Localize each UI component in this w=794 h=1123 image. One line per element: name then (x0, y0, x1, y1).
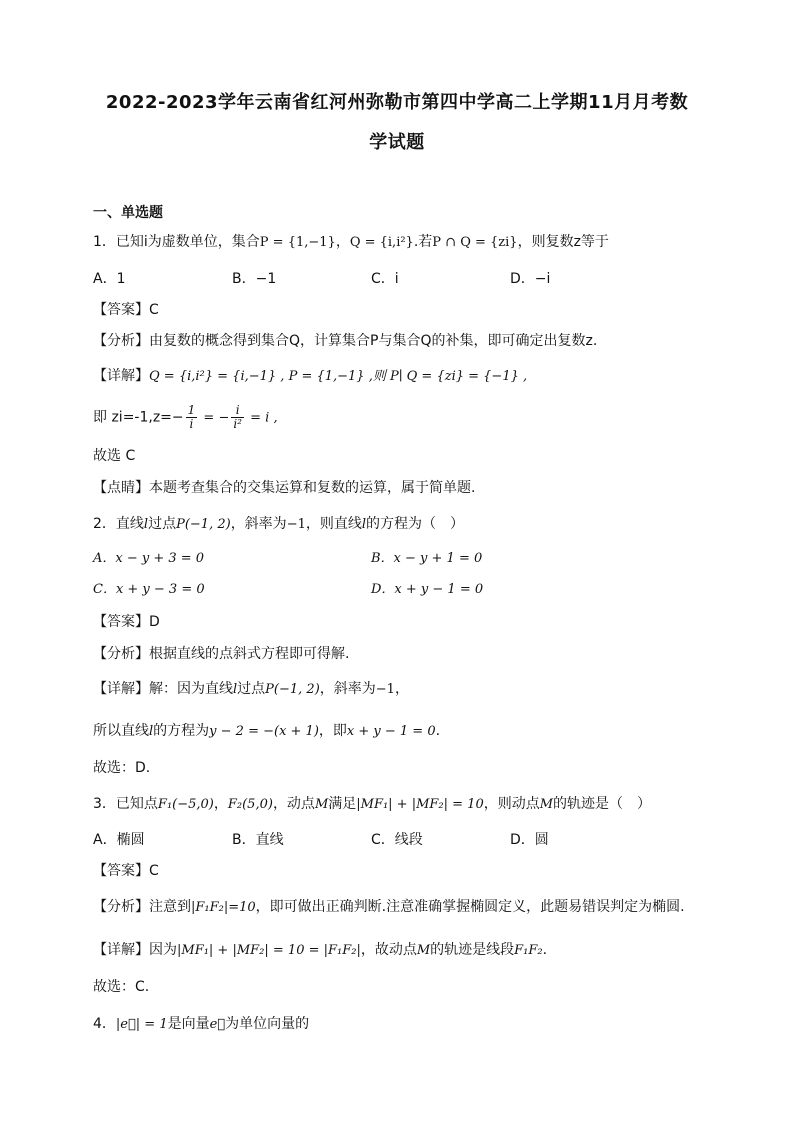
q2-equation-2: x + y − 1 = 0 (346, 724, 436, 739)
q2-detail-d: ， (394, 681, 409, 697)
q2-stem (93, 514, 464, 535)
q1-option-c: C．i (371, 271, 399, 287)
q1-fraction-2 (231, 404, 244, 431)
q2-detail2-b: 的方程为 (153, 723, 210, 739)
document-title-line1: 2022-2023学年云南省红河州弥勒市第四中学高二上学期11月月考数 (105, 92, 689, 113)
q4-stem-vector: e⃗ (209, 1017, 226, 1032)
q1-comment: 【点睛】本题考查集合的交集运算和复数的运算，属于简单题. (93, 480, 476, 496)
q3-option-a: A．椭圆 (93, 832, 145, 848)
q2-stem-b: 过点 (148, 516, 177, 532)
q1-option-b: B．−1 (232, 271, 277, 287)
q2-line-l-2: l (361, 517, 367, 532)
q1-set-q: Q = {i,i²} (349, 235, 414, 250)
q3-analysis-b: ，即可做出正确判断.注意准确掌握椭圆定义，此题易错误判定为椭圆. (255, 899, 685, 915)
q1-fraction-1 (186, 404, 198, 431)
q1-frac2-numerator: i (231, 404, 244, 418)
q2-option-d: D．x + y − 1 = 0 (371, 582, 484, 597)
section-heading: 一、单选题 (93, 205, 163, 221)
q3-detail (93, 940, 547, 961)
q2-option-a: A．x − y + 3 = 0 (93, 551, 205, 566)
q3-stem-b: ， (213, 796, 228, 812)
q3-analysis (93, 897, 685, 918)
document-title-line2: 学试题 (369, 132, 425, 153)
q3-stem-e: ，则动点 (483, 796, 540, 812)
q2-detail2-l: l (149, 724, 154, 739)
q3-point-m-2: M (539, 797, 554, 812)
q2-detail-slope: −1 (375, 682, 395, 697)
q3-detail-b: ，故动点 (360, 942, 417, 958)
q2-detail-b: 过点 (237, 681, 266, 697)
q1-frac1-denominator: i (189, 417, 194, 431)
q1-answer: 【答案】C (93, 302, 159, 318)
q2-option-c: C．x + y − 3 = 0 (93, 582, 205, 597)
q3-detail-m: M (416, 943, 431, 958)
q3-stem-a: 3．已知点 (93, 796, 158, 812)
q3-point-f2: F₂(5,0) (227, 797, 273, 812)
q3-point-f1: F₁(−5,0) (157, 797, 214, 812)
q3-condition: |MF₁| + |MF₂| = 10 (356, 797, 484, 812)
q3-answer: 【答案】C (93, 863, 159, 879)
q1-option-a: A．1 (93, 271, 126, 287)
q1-condition: P ∩ Q = {zi} (432, 235, 518, 250)
q1-set-p: P = {1,−1} (259, 235, 336, 250)
q3-detail-c: 的轨迹是线段 (430, 942, 515, 958)
q2-stem-d: ，则直线 (305, 516, 362, 532)
q2-detail2-d: . (435, 723, 441, 739)
q1-stem (93, 232, 609, 253)
q3-option-d: D．圆 (510, 832, 549, 848)
q3-option-c: C．线段 (371, 832, 423, 848)
q1-detail2-a: 即 zi=-1,z=− (93, 409, 184, 426)
q3-detail-a: 【详解】因为 (93, 942, 177, 958)
q1-analysis: 【分析】由复数的概念得到集合Q，计算集合P与集合Q的补集，即可确定出复数z. (93, 333, 598, 349)
q2-detail-point: P(−1, 2) (265, 682, 320, 697)
q2-point: P(−1, 2) (176, 517, 231, 532)
q2-answer: 【答案】D (93, 614, 160, 630)
q1-detail (93, 366, 527, 387)
q2-detail-l: l (233, 682, 238, 697)
q1-frac1-numerator: 1 (187, 403, 196, 417)
q1-detail-line2 (93, 404, 278, 431)
q2-stem-c: ，斜率为 (230, 516, 287, 532)
q3-stem (93, 794, 651, 815)
q3-analysis-a: 【分析】注意到 (93, 899, 191, 915)
q4-stem-a: 4． (93, 1016, 116, 1032)
q3-detail-d: . (542, 942, 548, 958)
q1-option-d: D．−i (510, 271, 551, 287)
q1-detail-label: 【详解】 (93, 368, 149, 384)
q1-stem-sep: ， (335, 234, 350, 250)
q4-stem-math: |e⃗| = 1 (115, 1017, 168, 1032)
q2-detail-c: ，斜率为 (319, 681, 376, 697)
q1-stem-b: .若 (413, 234, 433, 250)
q2-detail2-a: 所以直线 (93, 723, 149, 739)
q3-detail-segment: F₁F₂ (514, 943, 543, 958)
q1-frac2-denominator: i² (233, 417, 242, 431)
q2-equation-1: y − 2 = −(x + 1) (209, 724, 319, 739)
q3-stem-f: 的轨迹是（ ） (553, 796, 652, 812)
q2-detail (93, 679, 409, 700)
q1-detail2-b: = i , (246, 410, 278, 426)
q2-stem-a: 2．直线 (93, 516, 144, 532)
q4-stem (93, 1014, 309, 1035)
q2-detail-line2 (93, 721, 440, 742)
q3-point-m: M (314, 797, 329, 812)
q3-option-b: B．直线 (232, 832, 284, 848)
q4-stem-c: 为单位向量的 (225, 1016, 310, 1032)
q1-stem-a: 1．已知i为虚数单位，集合 (93, 234, 260, 250)
q3-detail-math: |MF₁| + |MF₂| = 10 = |F₁F₂| (177, 943, 361, 958)
q2-detail2-c: ，即 (318, 723, 347, 739)
q1-detail2-eq: = − (199, 410, 230, 426)
q3-stem-d: 满足 (328, 796, 357, 812)
q1-stem-c: ，则复数z等于 (517, 234, 609, 250)
q3-conclusion: 故选：C. (93, 979, 150, 995)
q2-option-b: B．x − y + 1 = 0 (371, 551, 483, 566)
q2-slope: −1 (286, 517, 306, 532)
q3-stem-c: ，动点 (272, 796, 315, 812)
q4-stem-b: 是向量 (167, 1016, 210, 1032)
q3-analysis-math: |F₁F₂|=10 (191, 900, 256, 915)
q2-line-l: l (143, 517, 149, 532)
q2-conclusion: 故选：D. (93, 760, 151, 776)
q1-conclusion: 故选 C (93, 448, 136, 464)
q1-detail-math: Q = {i,i²} = {i,−1} , P = {1,−1} ,则 P∣ Q = {zi} = {−1} , (149, 369, 528, 384)
q2-analysis: 【分析】根据直线的点斜式方程即可得解. (93, 646, 350, 662)
q2-stem-e: 的方程为（ ） (366, 516, 465, 532)
q2-detail-a: 【详解】解：因为直线 (93, 681, 233, 697)
